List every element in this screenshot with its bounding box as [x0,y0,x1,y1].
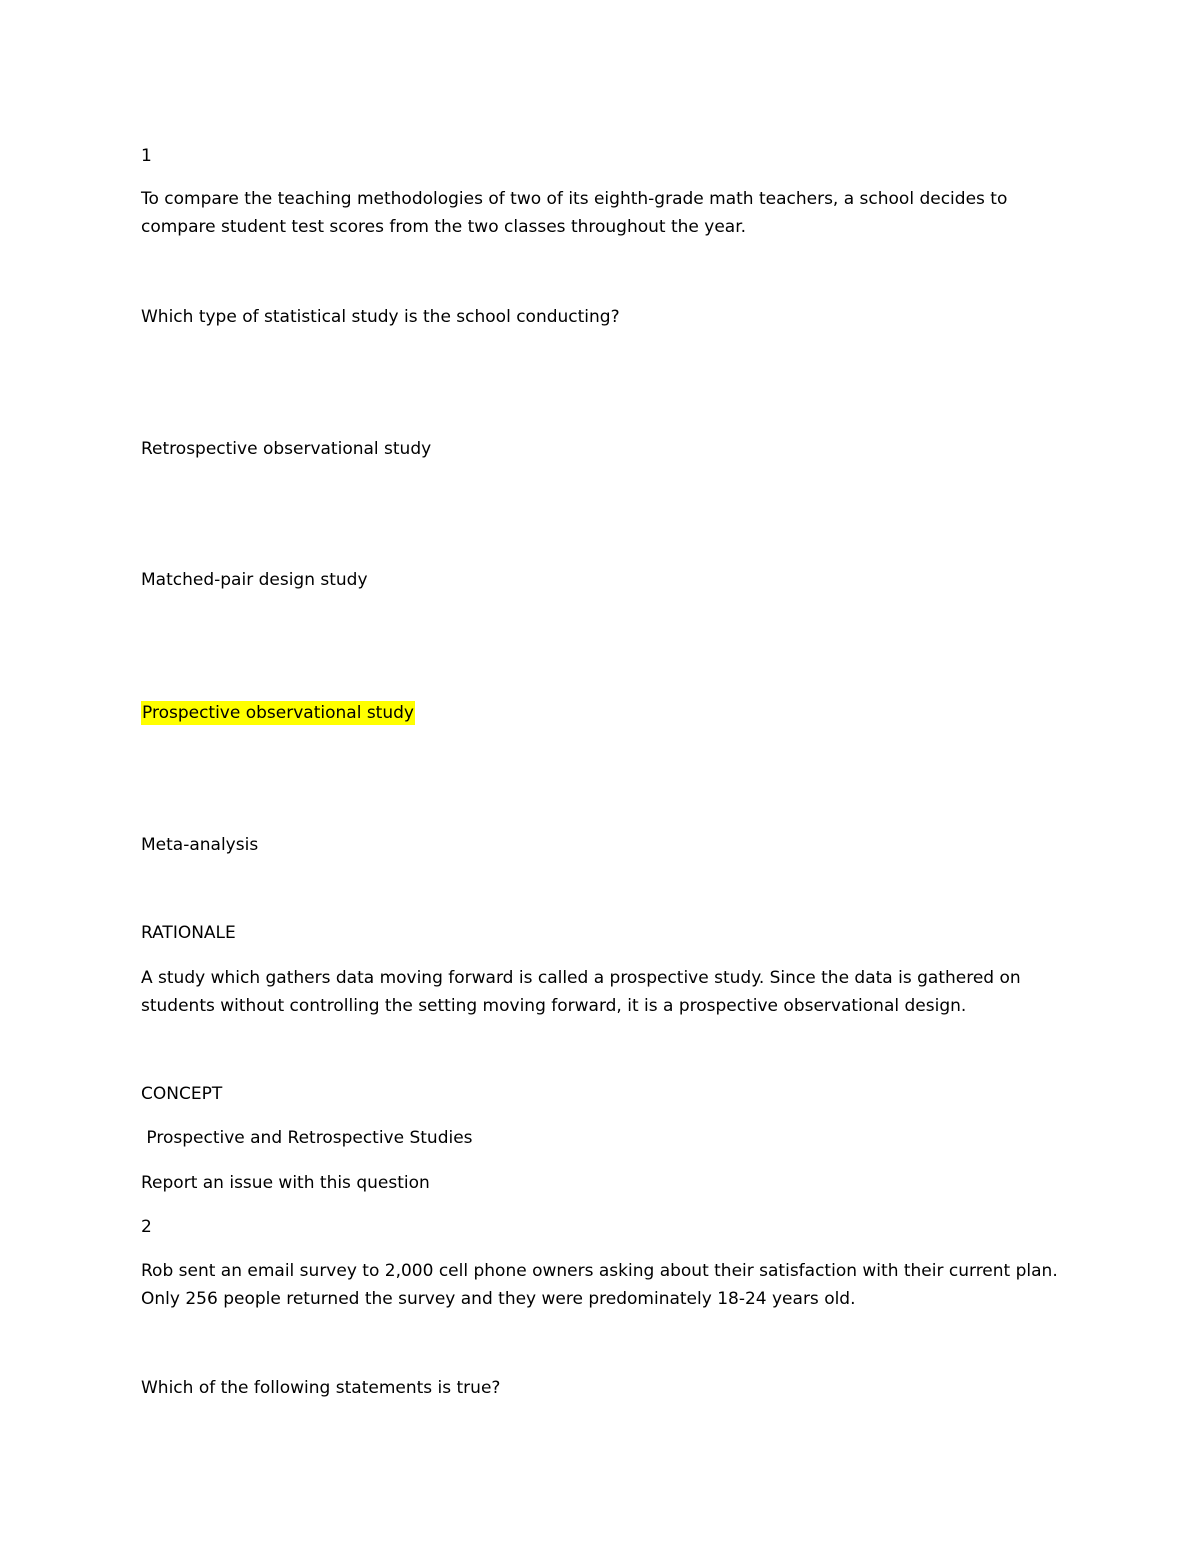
question-1-option-4: Meta-analysis [141,835,259,855]
question-1-option-1: Retrospective observational study [141,439,432,459]
rationale-text: A study which gathers data moving forward is called a prospective study. Since the data is gathered on students without controlling the setting moving forward, it is a prospective observational design. [141,968,1021,1016]
question-2-prompt: Rob sent an email survey to 2,000 cell phone owners asking about their satisfaction with their current plan. Only 256 people returned the survey and they were predominately 18-24 years old. [141,1261,1058,1309]
question-1-prompt: To compare the teaching methodologies of two of its eighth-grade math teachers, a school decides to compare student test scores from the two classes throughout the year. [141,189,1008,237]
report-issue-link[interactable]: Report an issue with this question [141,1173,430,1193]
concept-text: Prospective and Retrospective Studies [141,1128,473,1148]
question-2-text: Which of the following statements is true? [141,1378,501,1398]
question-1-option-2: Matched-pair design study [141,570,368,590]
answer-highlight: Prospective observational study [142,703,414,723]
rationale-heading: RATIONALE [141,923,236,943]
question-1-text: Which type of statistical study is the school conducting? [141,307,620,327]
question-1-number: 1 [141,146,152,166]
concept-heading: CONCEPT [141,1084,223,1104]
question-1-option-3-highlighted [141,699,415,727]
question-2-number: 2 [141,1217,152,1237]
